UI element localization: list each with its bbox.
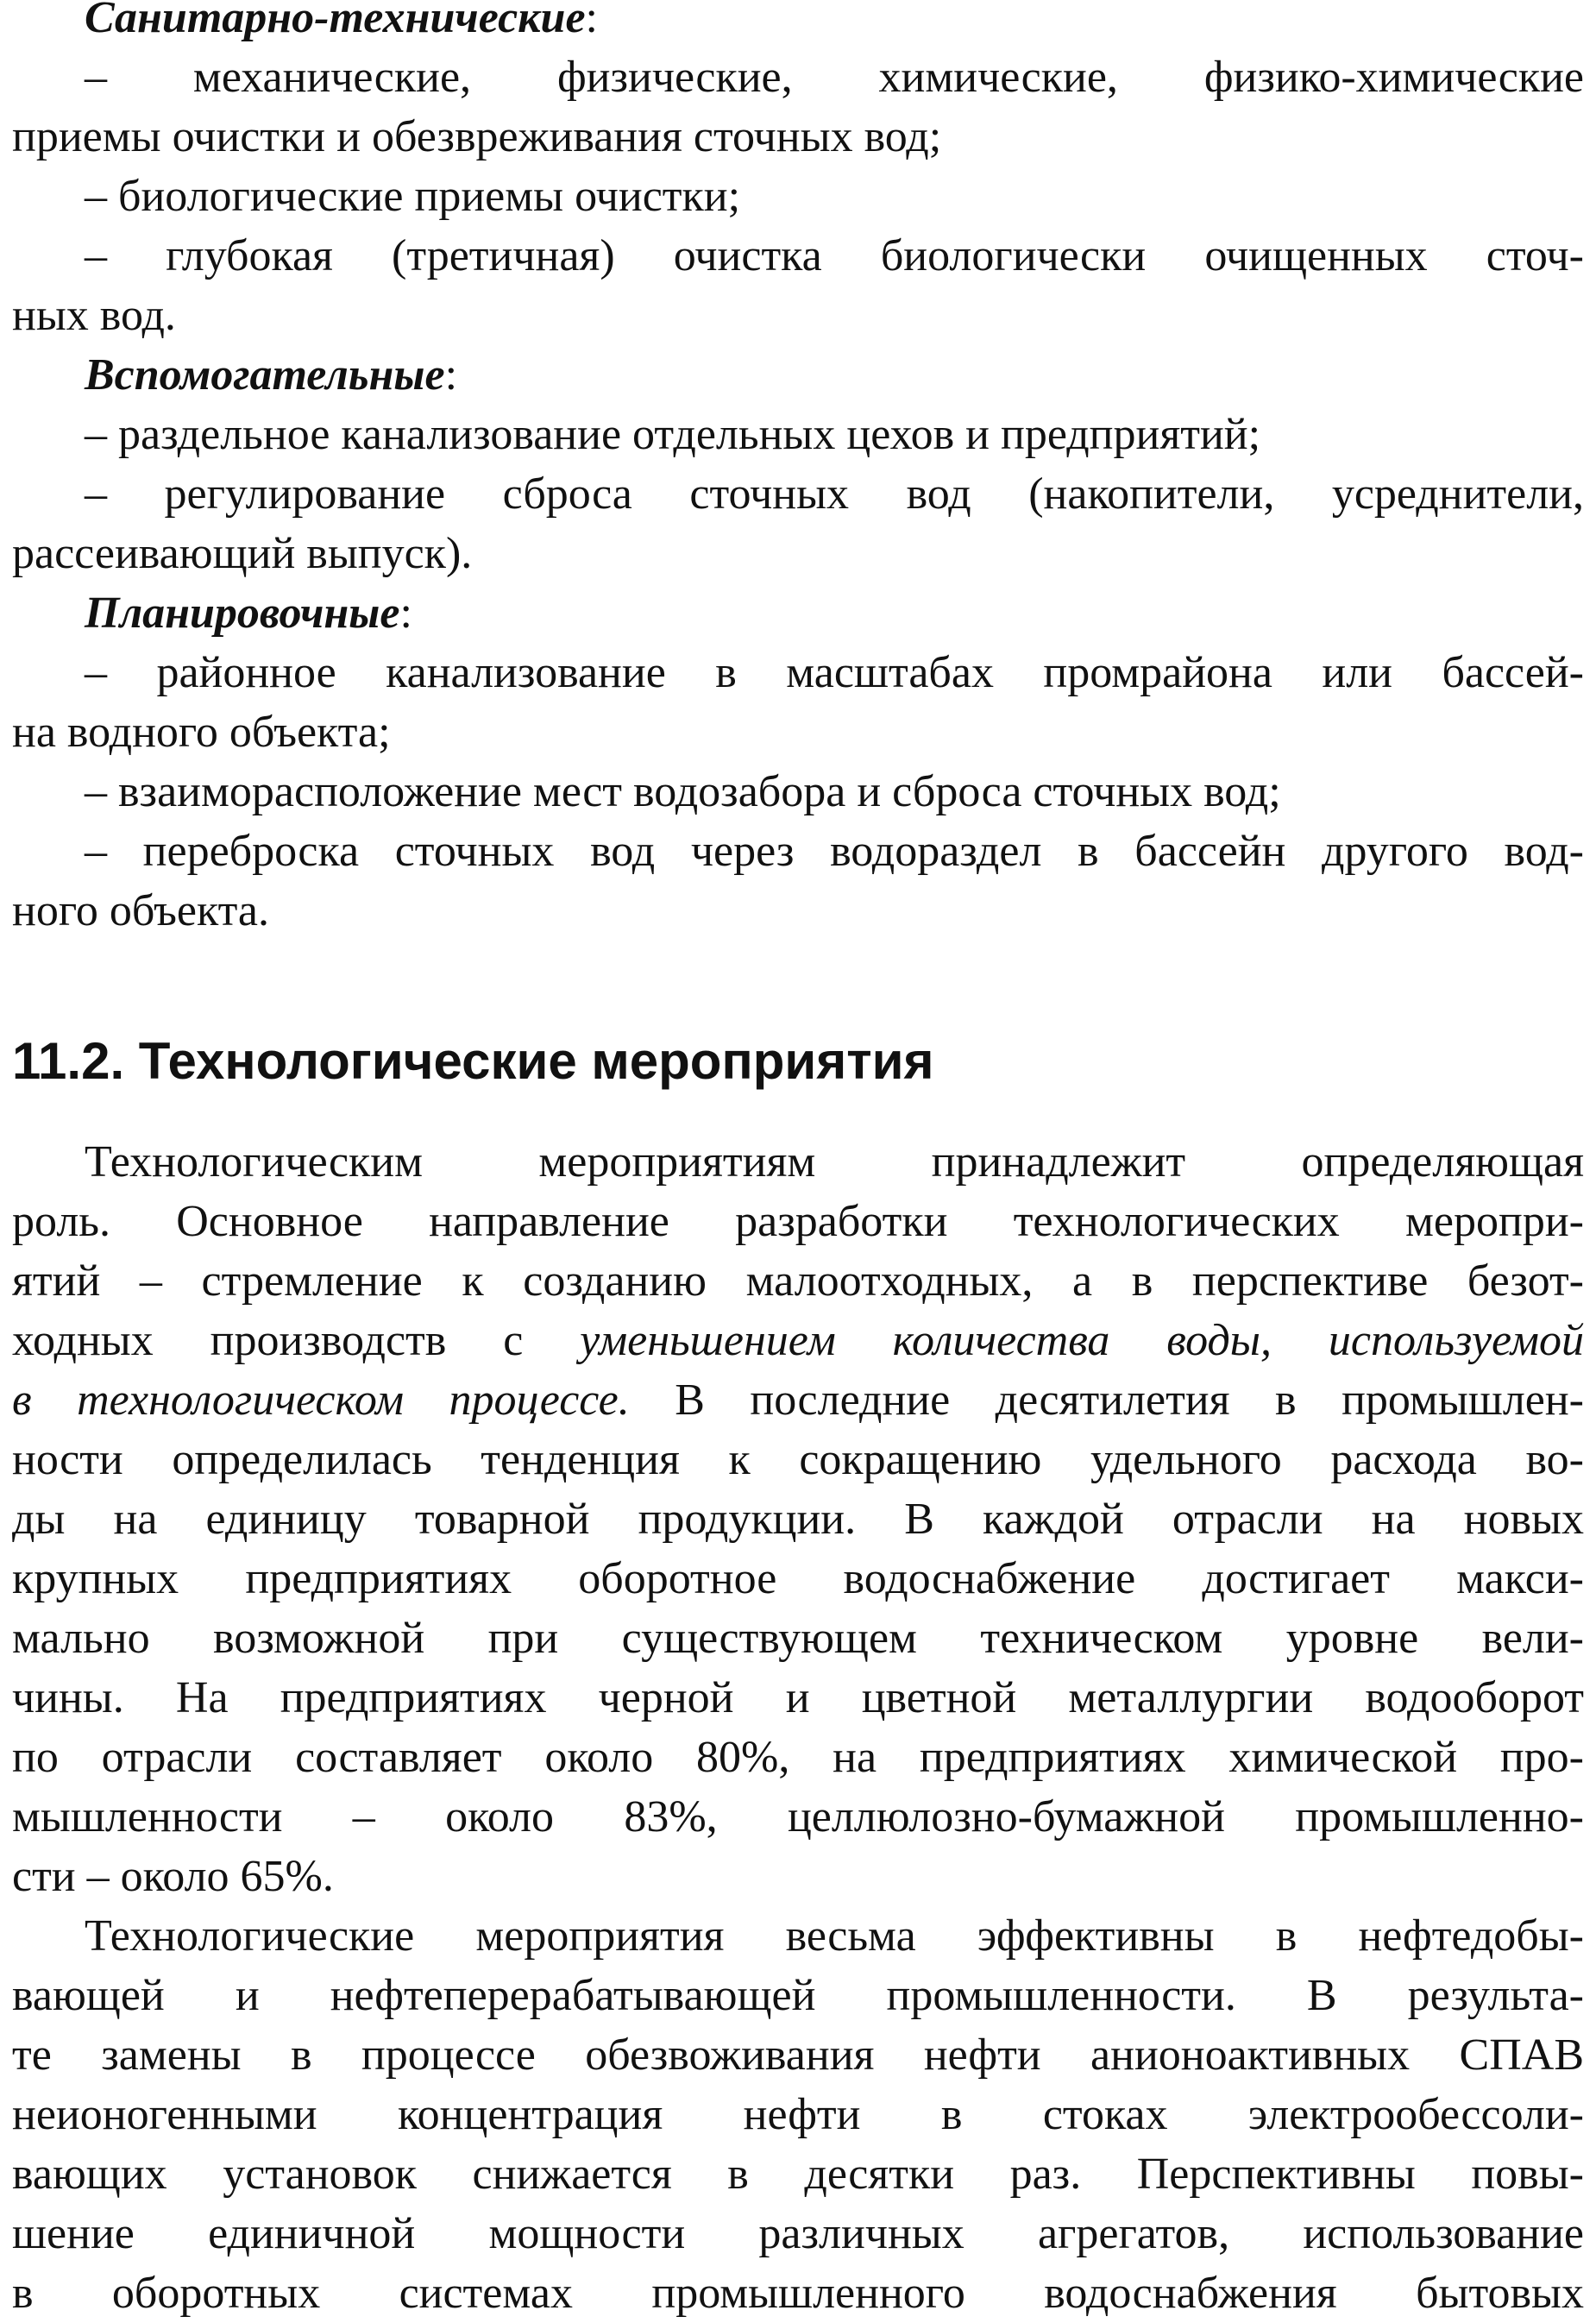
text-line: те замены в процессе обезвоживания нефти анионоактивных СПАВ: [12, 2030, 1584, 2080]
text-line: мально возможной при существующем техническом уровне вели-: [12, 1614, 1584, 1663]
measures-list: [12, 0, 1584, 941]
spacer: [12, 941, 1584, 1027]
text-line: ных вод.: [12, 291, 176, 340]
text-line: вающей и нефтеперерабатывающей промышленности. В результа-: [12, 1971, 1584, 2020]
text-line: шение единичной мощности различных агрегатов, использование: [12, 2209, 1584, 2258]
text-line: роль. Основное направление разработки технологических меропри-: [12, 1197, 1584, 1246]
text-line: Технологические мероприятия весьма эффективны в нефтедобы-: [85, 1911, 1584, 1961]
paragraph-2: [12, 1906, 1584, 2323]
text-line: в технологическом процессе. В последние десятилетия в промышлен-: [12, 1376, 1584, 1425]
text-line: неионогенными концентрация нефти в стоках электрообессоли-: [12, 2090, 1584, 2139]
sanitary-heading: Санитарно-технические:: [85, 0, 598, 42]
planning-heading: Планировочные:: [85, 589, 412, 638]
text-line: ды на единицу товарной продукции. В каждой отрасли на новых: [12, 1495, 1584, 1544]
text-line: приемы очистки и обезвреживания сточных вод;: [12, 112, 942, 161]
emphasis: уменьшением количества воды, используемой: [580, 1316, 1584, 1365]
text-line: ности определилась тенденция к сокращению удельного расхода во-: [12, 1435, 1584, 1484]
auxiliary-heading: Вспомогательные:: [85, 350, 458, 400]
emphasis: в технологическом процессе.: [12, 1376, 630, 1425]
list-item: – механические, физические, химические, физико-химические: [85, 53, 1584, 102]
text-line: Технологическим мероприятиям принадлежит определяющая: [85, 1137, 1584, 1187]
text-line: ходных производств с уменьшением количества воды, используемой: [12, 1316, 1584, 1365]
text-line: на водного объекта;: [12, 708, 391, 757]
text-line: рассеивающий выпуск).: [12, 529, 473, 578]
text-line: вающих установок снижается в десятки раз. Перспективны повы-: [12, 2150, 1584, 2199]
list-item: – регулирование сброса сточных вод (накопители, усреднители,: [85, 469, 1584, 519]
list-item: – раздельное канализование отдельных цехов и предприятий;: [85, 410, 1261, 459]
text-line: ного объекта.: [12, 886, 270, 935]
text-line: чины. На предприятиях черной и цветной металлургии водооборот: [12, 1673, 1584, 1722]
list-item: – взаиморасположение мест водозабора и сброса сточных вод;: [85, 767, 1281, 816]
text-line: по отрасли составляет около 80%, на предприятиях химической про-: [12, 1733, 1584, 1782]
list-item: – биологические приемы очистки;: [85, 172, 741, 221]
text-line: ятий – стремление к созданию малоотходных, а в перспективе безот-: [12, 1256, 1584, 1306]
section-heading: 11.2. Технологические мероприятия: [12, 1032, 934, 1090]
text-line: мышленности – около 83%, целлюлозно-бумажной промышленно-: [12, 1792, 1584, 1841]
list-item: – районное канализование в масштабах промрайона или бассей-: [85, 648, 1584, 697]
text-line: крупных предприятиях оборотное водоснабжение достигает макси-: [12, 1554, 1584, 1603]
paragraph-1: [12, 1132, 1584, 1906]
text-line: сти – около 65%.: [12, 1852, 334, 1901]
list-item: – переброска сточных вод через водораздел в бассейн другого вод-: [85, 827, 1584, 876]
spacer: [12, 1096, 1584, 1132]
text-line: в оборотных системах промышленного водоснабжения бытовых: [12, 2269, 1584, 2318]
list-item: – глубокая (третичная) очистка биологически очищенных сточ-: [85, 231, 1584, 280]
